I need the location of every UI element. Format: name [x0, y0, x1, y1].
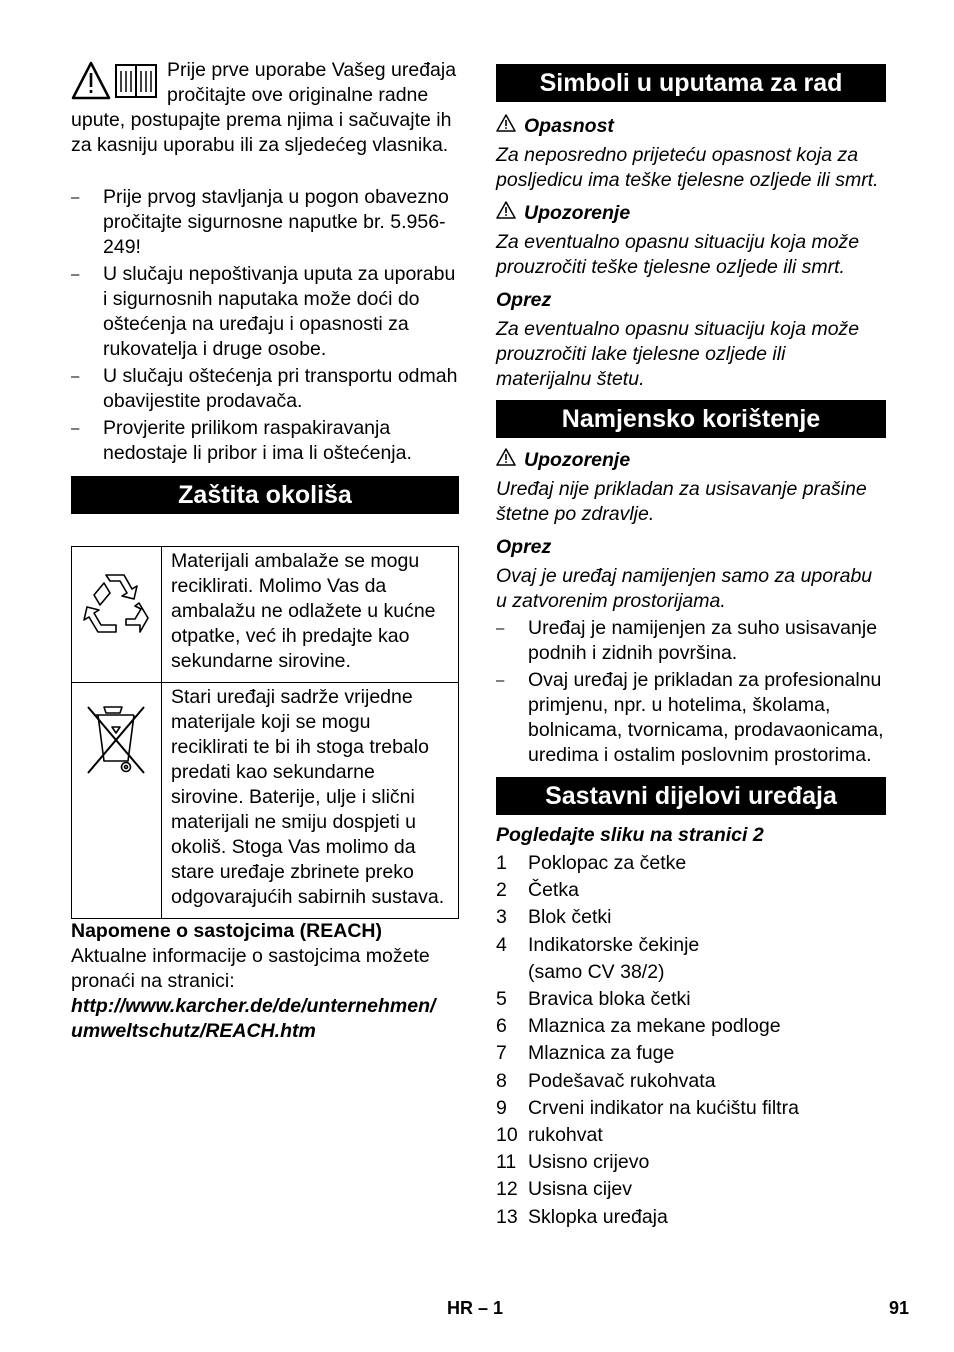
- part-number: 4: [496, 933, 507, 956]
- table-row: [72, 683, 459, 919]
- warning-triangle-icon: [496, 201, 524, 226]
- part-number: 2: [496, 879, 507, 902]
- reach-title: Napomene o sastojcima (REACH): [71, 920, 382, 942]
- intended-caution-text: Ovaj je uređaj namijenjen samo za uporabu u zatvorenim prostorijama.: [496, 565, 873, 612]
- part-label: Podešavač rukohvata: [528, 1069, 716, 1092]
- part-number: 13: [496, 1205, 518, 1228]
- part-label: Blok četki: [528, 906, 612, 929]
- list-item: – U slučaju nepoštivanja uputa za uporabu i sigurnosnih naputaka može doći do oštećenja na uređaju i opasnosti za rukovatelja i druge osobe.: [71, 262, 459, 362]
- list-item: [496, 904, 886, 931]
- part-number: 11: [496, 1151, 517, 1174]
- recycling-text: Materijali ambalaže se mogu reciklirati. Molimo Vas da ambalažu ne odlažete u kućne otpatke, već ih predajte kao sekundarne sirovine.: [162, 547, 459, 683]
- danger-label: Opasnost: [524, 115, 614, 137]
- list-item: [496, 1149, 886, 1176]
- part-number: 12: [496, 1178, 518, 1201]
- list-item: [496, 1204, 886, 1231]
- part-number: 7: [496, 1042, 507, 1065]
- reach-text: Aktualne informacije o sastojcima možete pronaći na stranici:: [71, 945, 430, 992]
- part-label: rukohvat: [528, 1124, 603, 1147]
- reach-link-line-2[interactable]: umweltschutz/REACH.htm: [71, 1020, 316, 1042]
- part-label: Usisno crijevo: [528, 1151, 650, 1174]
- intro-block: [71, 58, 459, 183]
- part-number: 5: [496, 988, 507, 1011]
- part-number: 3: [496, 906, 507, 929]
- intended-warning-label: Upozorenje: [524, 449, 631, 471]
- part-label: Mlaznica za mekane podloge: [528, 1015, 781, 1038]
- warning-triangle-icon: [496, 114, 524, 139]
- intro-text: Prije prve uporabe Vašeg uređaja pročitajte ove originalne radne upute, postupajte prema njima i sačuvajte ih za kasniju uporabu ili za sljedećeg vlasnika.: [71, 59, 457, 156]
- section-title-intended-use: Namjensko korištenje: [496, 400, 886, 438]
- part-number: 8: [496, 1069, 507, 1092]
- intended-caution-heading: Oprez: [496, 536, 552, 558]
- part-number: 9: [496, 1096, 507, 1119]
- caution-text: Za eventualno opasnu situaciju koja može prouzročiti lake tjelesne ozljede ili materijalnu štetu.: [496, 318, 860, 390]
- list-item: [496, 1122, 886, 1149]
- part-number: 1: [496, 852, 507, 874]
- list-item: [496, 986, 886, 1013]
- list-item: [496, 850, 886, 877]
- part-label: Bravica bloka četki: [528, 988, 691, 1011]
- part-number: 10: [496, 1124, 518, 1147]
- part-number: [496, 959, 528, 986]
- intended-warning-heading: [496, 448, 886, 473]
- warning-label: Upozorenje: [524, 202, 631, 224]
- intended-warning-text: Uređaj nije prikladan za usisavanje prašine štetne po zdravlje.: [496, 478, 867, 525]
- part-label: Poklopac za četke: [528, 852, 687, 874]
- list-item: – Uređaj je namijenjen za suho usisavanje podnih i zidnih površina.: [496, 616, 886, 666]
- see-figure-note: Pogledajte sliku na stranici 2: [496, 824, 764, 846]
- left-column: [71, 58, 459, 1044]
- warning-text: Za eventualno opasnu situaciju koja može prouzročiti teške tjelesne ozljede ili smrt.: [496, 231, 860, 278]
- recycling-icon: [72, 547, 161, 639]
- section-title-environment: Zaštita okoliša: [71, 476, 459, 514]
- intro-bullet-list: [71, 185, 459, 466]
- section-title-symbols: Simboli u uputama za rad: [496, 64, 886, 102]
- list-item: [496, 1176, 886, 1203]
- crossed-bin-icon: [72, 683, 161, 779]
- warning-heading: [496, 201, 886, 226]
- environment-table: [71, 546, 459, 919]
- page-number: 91: [889, 1298, 910, 1318]
- list-item: [496, 1095, 886, 1122]
- part-number: 6: [496, 1015, 507, 1038]
- parts-list: [496, 850, 886, 1231]
- list-item: – U slučaju oštećenja pri transportu odmah obavijestite prodavača.: [71, 364, 459, 414]
- reach-link[interactable]: [71, 994, 459, 1044]
- part-label: Usisna cijev: [528, 1178, 633, 1201]
- caution-heading: Oprez: [496, 289, 552, 311]
- danger-text: Za neposredno prijeteću opasnost koja za posljedicu ima teške tjelesne ozljede ili smrt.: [496, 144, 879, 191]
- section-title-parts: Sastavni dijelovi uređaja: [496, 777, 886, 815]
- list-item: [496, 1040, 886, 1067]
- danger-heading: [496, 114, 886, 139]
- part-label: Sklopka uređaja: [528, 1205, 668, 1228]
- part-label: Četka: [528, 879, 579, 902]
- warning-triangle-icon: [496, 448, 524, 473]
- list-item: – Provjerite prilikom raspakiravanja nedostaje li pribor i ima li oštećenja.: [71, 416, 459, 466]
- list-item: [496, 932, 886, 959]
- list-item: [496, 959, 886, 986]
- warning-manual-icon: [71, 61, 159, 101]
- intended-bullet-list: [496, 616, 886, 768]
- part-label: Mlaznica za fuge: [528, 1042, 675, 1065]
- part-label: (samo CV 38/2): [528, 960, 665, 983]
- right-column: [496, 58, 886, 1231]
- table-row: [72, 547, 459, 683]
- part-label: Indikatorske čekinje: [528, 933, 700, 956]
- reach-link-line-1[interactable]: http://www.karcher.de/de/unternehmen/: [71, 995, 436, 1017]
- list-item: – Prije prvog stavljanja u pogon obavezno pročitajte sigurnosne naputke br. 5.956-249!: [71, 185, 459, 260]
- list-item: [496, 1068, 886, 1095]
- list-item: – Ovaj uređaj je prikladan za profesionalnu primjenu, npr. u hotelima, školama, bolnicama, tvornicama, prodavaonicama, uredima i ostalim poslovnim prostorima.: [496, 668, 886, 768]
- list-item: [496, 1013, 886, 1040]
- part-label: Crveni indikator na kućištu filtra: [528, 1096, 799, 1119]
- footer-language-page: HR – 1: [447, 1298, 504, 1318]
- list-item: [496, 877, 886, 904]
- disposal-text: Stari uređaji sadrže vrijedne materijale koji se mogu reciklirati te bi ih stoga trebalo predati kao sekundarne sirovine. Baterije, ulje i slični materijali ne smiju dospjeti u okoliš. Stoga Vas molimo da stare uređaje zbrinete preko odgovarajućih sabirnih sustava.: [162, 683, 459, 919]
